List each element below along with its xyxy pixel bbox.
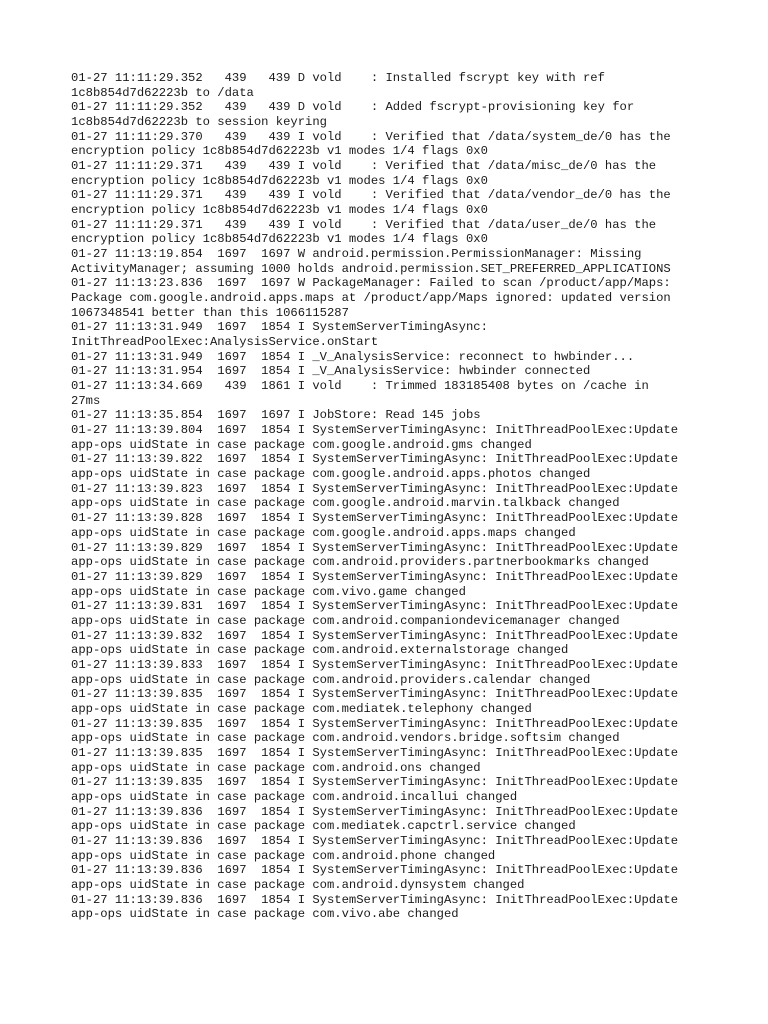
log-line: 01-27 11:13:39.831 1697 1854 I SystemServerTimingAsync: InitThreadPoolExec:Update: [71, 599, 679, 614]
log-line: 01-27 11:13:39.836 1697 1854 I SystemServerTimingAsync: InitThreadPoolExec:Update: [71, 863, 679, 878]
log-line: app-ops uidState in case package com.google.android.apps.photos changed: [71, 467, 591, 482]
log-line: app-ops uidState in case package com.mediatek.telephony changed: [71, 701, 532, 716]
log-line: app-ops uidState in case package com.vivo.abe changed: [71, 907, 459, 922]
log-line: 01-27 11:11:29.352 439 439 D vold : Installed fscrypt key with ref: [71, 71, 605, 85]
log-line: Package com.google.android.apps.maps at /product/app/Maps ignored: updated version: [71, 291, 671, 306]
log-line: 01-27 11:13:39.835 1697 1854 I SystemServerTimingAsync: InitThreadPoolExec:Update: [71, 687, 679, 702]
log-line: 01-27 11:13:34.669 439 1861 I vold : Trimmed 183185408 bytes on /cache in: [71, 379, 649, 394]
log-line: 01-27 11:11:29.371 439 439 I vold : Verified that /data/user_de/0 has the: [71, 217, 657, 232]
log-line: 01-27 11:13:39.822 1697 1854 I SystemServerTimingAsync: InitThreadPoolExec:Update: [71, 452, 679, 467]
log-line: app-ops uidState in case package com.android.ons changed: [71, 760, 481, 775]
log-line: 01-27 11:13:39.829 1697 1854 I SystemServerTimingAsync: InitThreadPoolExec:Update: [71, 540, 679, 555]
log-line: 01-27 11:13:39.835 1697 1854 I SystemServerTimingAsync: InitThreadPoolExec:Update: [71, 716, 679, 731]
log-line: 01-27 11:13:39.823 1697 1854 I SystemServerTimingAsync: InitThreadPoolExec:Update: [71, 481, 679, 496]
log-line: 01-27 11:13:39.832 1697 1854 I SystemServerTimingAsync: InitThreadPoolExec:Update: [71, 628, 679, 643]
log-line: 01-27 11:13:39.836 1697 1854 I SystemServerTimingAsync: InitThreadPoolExec:Update: [71, 833, 679, 848]
log-line: encryption policy 1c8b854d7d62223b v1 modes 1/4 flags 0x0: [71, 203, 488, 218]
log-line: encryption policy 1c8b854d7d62223b v1 modes 1/4 flags 0x0: [71, 232, 488, 247]
log-line: 1c8b854d7d62223b to /data: [71, 85, 254, 100]
log-line: 01-27 11:13:39.835 1697 1854 I SystemServerTimingAsync: InitThreadPoolExec:Update: [71, 775, 679, 790]
log-line: 01-27 11:11:29.352 439 439 D vold : Added fscrypt-provisioning key for: [71, 100, 635, 115]
log-line: 01-27 11:13:23.836 1697 1697 W PackageManager: Failed to scan /product/app/Maps:: [71, 276, 671, 291]
log-line: app-ops uidState in case package com.android.phone changed: [71, 848, 496, 863]
log-line: app-ops uidState in case package com.android.providers.partnerbookmarks changed: [71, 555, 649, 570]
log-line: InitThreadPoolExec:AnalysisService.onStart: [71, 335, 379, 350]
log-line: 1c8b854d7d62223b to session keyring: [71, 115, 327, 130]
log-line: app-ops uidState in case package com.mediatek.capctrl.service changed: [71, 819, 576, 834]
log-line: ActivityManager; assuming 1000 holds android.permission.SET_PREFERRED_APPLICATIONS: [71, 261, 671, 276]
log-line: app-ops uidState in case package com.android.companiondevicemanager changed: [71, 613, 620, 628]
log-line: app-ops uidState in case package com.google.android.apps.maps changed: [71, 525, 576, 540]
log-line: 01-27 11:13:39.828 1697 1854 I SystemServerTimingAsync: InitThreadPoolExec:Update: [71, 511, 679, 526]
log-line: encryption policy 1c8b854d7d62223b v1 modes 1/4 flags 0x0: [71, 144, 488, 159]
log-line: encryption policy 1c8b854d7d62223b v1 modes 1/4 flags 0x0: [71, 173, 488, 188]
log-line: 01-27 11:11:29.370 439 439 I vold : Verified that /data/system_de/0 has the: [71, 129, 671, 144]
log-line: app-ops uidState in case package com.android.incallui changed: [71, 789, 518, 804]
log-line: 01-27 11:13:31.954 1697 1854 I _V_AnalysisService: hwbinder connected: [71, 364, 591, 379]
log-line: 01-27 11:13:31.949 1697 1854 I _V_AnalysisService: reconnect to hwbinder...: [71, 349, 635, 364]
log-line: app-ops uidState in case package com.google.android.marvin.talkback changed: [71, 496, 620, 511]
log-line: 01-27 11:13:35.854 1697 1697 I JobStore: Read 145 jobs: [71, 408, 481, 423]
log-line: 01-27 11:13:39.835 1697 1854 I SystemServerTimingAsync: InitThreadPoolExec:Update: [71, 745, 679, 760]
log-line: 01-27 11:11:29.371 439 439 I vold : Verified that /data/misc_de/0 has the: [71, 159, 657, 174]
log-line: 01-27 11:13:39.829 1697 1854 I SystemServerTimingAsync: InitThreadPoolExec:Update: [71, 569, 679, 584]
log-line: app-ops uidState in case package com.vivo.game changed: [71, 584, 466, 599]
log-line: app-ops uidState in case package com.android.dynsystem changed: [71, 877, 525, 892]
log-line: 01-27 11:13:39.836 1697 1854 I SystemServerTimingAsync: InitThreadPoolExec:Update: [71, 804, 679, 819]
log-line: 01-27 11:13:39.833 1697 1854 I SystemServerTimingAsync: InitThreadPoolExec:Update: [71, 657, 679, 672]
log-page: [71, 71, 711, 922]
log-line: app-ops uidState in case package com.android.providers.calendar changed: [71, 672, 591, 687]
log-line: 01-27 11:13:31.949 1697 1854 I SystemServerTimingAsync:: [71, 320, 488, 335]
log-text: [71, 71, 711, 922]
log-line: 01-27 11:13:39.836 1697 1854 I SystemServerTimingAsync: InitThreadPoolExec:Update: [71, 892, 679, 907]
log-line: 01-27 11:13:19.854 1697 1697 W android.permission.PermissionManager: Missing: [71, 247, 642, 262]
log-line: 1067348541 better than this 1066115287: [71, 305, 349, 320]
log-line: 27ms: [71, 393, 101, 408]
log-line: app-ops uidState in case package com.android.vendors.bridge.softsim changed: [71, 731, 620, 746]
log-line: 01-27 11:11:29.371 439 439 I vold : Verified that /data/vendor_de/0 has the: [71, 188, 671, 203]
log-line: app-ops uidState in case package com.android.externalstorage changed: [71, 643, 569, 658]
log-line: app-ops uidState in case package com.google.android.gms changed: [71, 437, 532, 452]
log-line: 01-27 11:13:39.804 1697 1854 I SystemServerTimingAsync: InitThreadPoolExec:Update: [71, 423, 679, 438]
